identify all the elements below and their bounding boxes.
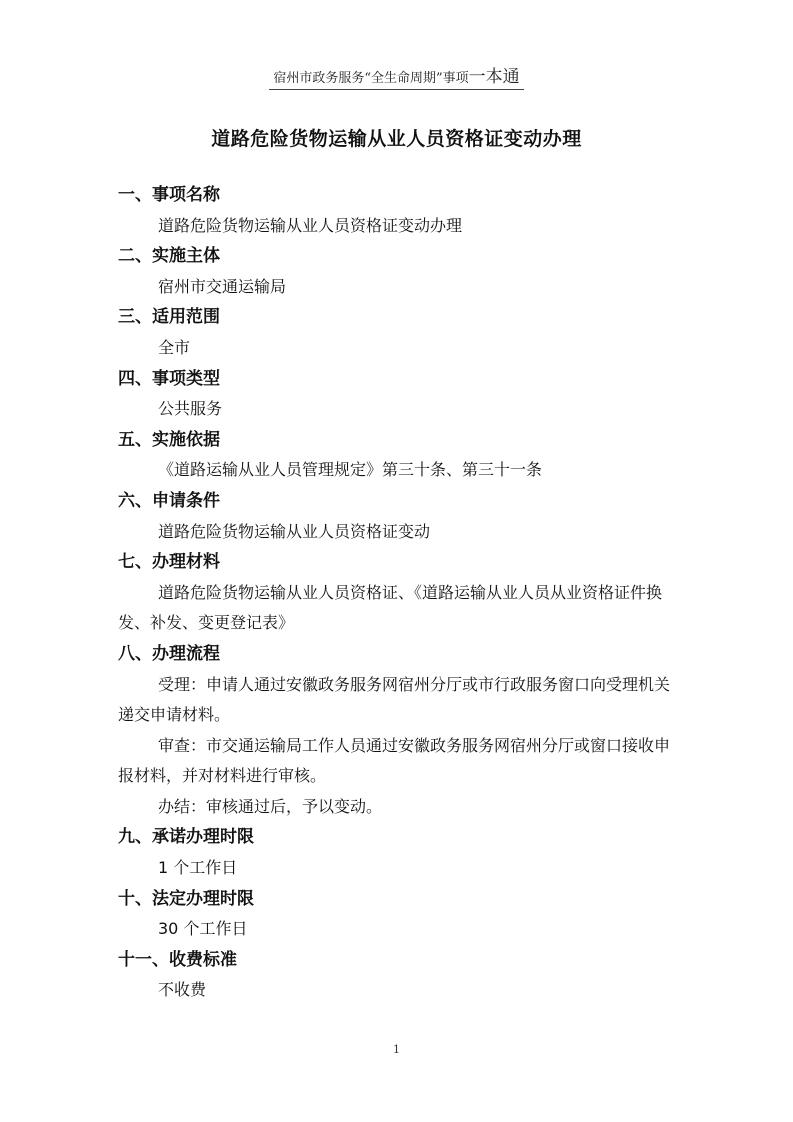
section-heading: 三、适用范围 <box>118 307 220 328</box>
document-body <box>118 180 680 1006</box>
section-materials <box>118 547 680 639</box>
section-item-name <box>118 180 680 241</box>
section-scope <box>118 302 680 363</box>
page-number: 1 <box>393 1043 400 1056</box>
section-paragraph-completion: 办结：审核通过后，予以变动。 <box>158 796 383 816</box>
section-heading: 七、办理材料 <box>118 552 220 573</box>
section-heading: 四、事项类型 <box>118 368 220 389</box>
section-text: 道路危险货物运输从业人员资格证变动 <box>158 521 431 541</box>
section-heading: 十、法定办理时限 <box>118 888 254 909</box>
section-paragraph: 道路危险货物运输从业人员资格证、《道路运输从业人员从业资格证件换发、补发、变更登记表》 <box>118 582 663 633</box>
section-legal-basis <box>118 425 680 486</box>
section-text: 不收费 <box>158 980 207 1000</box>
section-paragraph-acceptance: 受理：申请人通过安徽政务服务网宿州分厅或市行政服务窗口向受理机关递交申请材料。 <box>118 674 671 725</box>
section-heading: 二、实施主体 <box>118 246 220 267</box>
header-main-text: 宿州市政务服务“全生命周期”事项 <box>273 71 469 86</box>
section-text: 30 个工作日 <box>158 919 248 939</box>
section-fees <box>118 945 680 1006</box>
header-tail-text: 一本通 <box>468 67 520 87</box>
section-heading: 一、事项名称 <box>118 185 220 205</box>
section-paragraph-review: 审查：市交通运输局工作人员通过安徽政务服务网宿州分厅或窗口接收申报材料，并对材料进行审核。 <box>118 735 671 786</box>
section-text: 《道路运输从业人员管理规定》第三十条、第三十一条 <box>158 460 543 480</box>
running-header <box>0 62 793 87</box>
section-promised-time <box>118 822 680 883</box>
section-legal-time <box>118 884 680 945</box>
section-text: 1 个工作日 <box>158 858 238 878</box>
section-process <box>118 639 680 823</box>
section-implementing-body <box>118 241 680 302</box>
running-header-text <box>269 67 523 90</box>
section-heading: 九、承诺办理时限 <box>118 827 254 848</box>
section-text: 公共服务 <box>158 399 223 419</box>
section-heading: 八、办理流程 <box>118 643 220 664</box>
section-item-type <box>118 364 680 425</box>
section-heading: 五、实施依据 <box>118 429 220 450</box>
section-conditions <box>118 486 680 547</box>
section-heading: 六、申请条件 <box>118 490 220 511</box>
section-text: 道路危险货物运输从业人员资格证变动办理 <box>158 215 463 235</box>
document-title: 道路危险货物运输从业人员资格证变动办理 <box>211 128 582 150</box>
section-heading: 十一、收费标准 <box>118 949 237 970</box>
section-text: 全市 <box>158 337 191 357</box>
section-text: 宿州市交通运输局 <box>158 276 287 296</box>
